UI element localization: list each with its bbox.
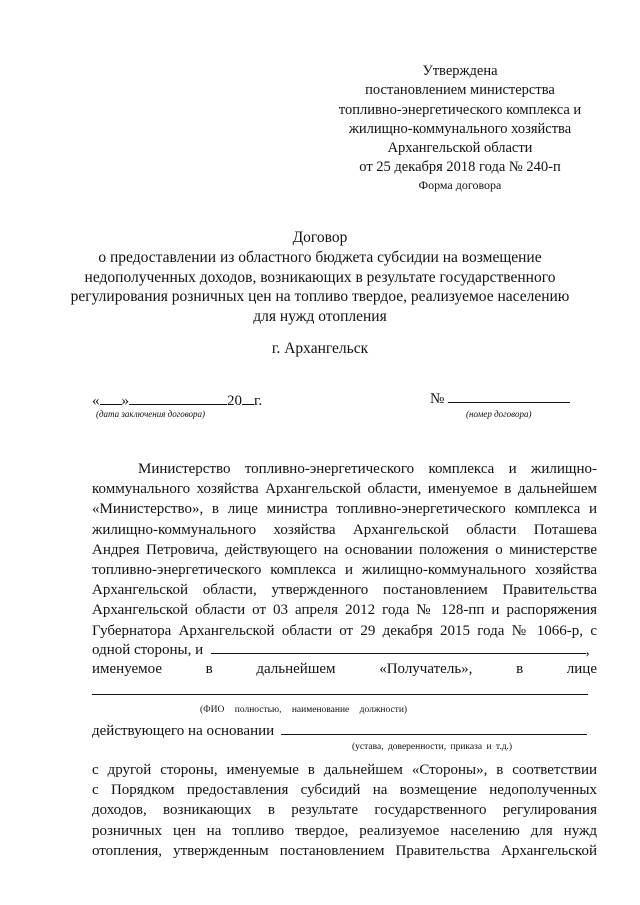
paragraph-line: доходов, возникающих в результате государственного регулирования [92, 802, 597, 819]
paragraph-line: Губернатора Архангельской области от 29 декабря 2015 года № 1066-р, с [92, 622, 597, 639]
party-suffix: , [585, 642, 590, 658]
party-line [92, 641, 597, 659]
basis-blank[interactable] [281, 722, 587, 735]
day-blank[interactable] [100, 392, 122, 405]
approval-block [318, 62, 602, 178]
month-blank[interactable] [129, 392, 227, 405]
date-year-suffix: г. [254, 393, 263, 409]
basis-hint: (устава, доверенности, приказа и т.д.) [352, 742, 513, 752]
approval-line: топливно-энергетического комплекса и [338, 101, 582, 118]
paragraph-line: «Министерство», в лице министра топливно-энергетического комплекса и [92, 501, 597, 518]
approval-line: постановлением министерства [365, 82, 555, 99]
title-line: для нужд отопления [253, 308, 387, 326]
approval-line: жилищно-коммунального хозяйства [348, 120, 572, 137]
approval-line: Утверждена [422, 63, 498, 79]
paragraph-terms [92, 760, 597, 861]
representative-blank[interactable] [92, 694, 588, 695]
fio-hint: (ФИО полностью, наименование должности) [200, 705, 408, 715]
contract-date-field[interactable] [92, 392, 262, 410]
document-title [60, 228, 580, 327]
paragraph-line: отопления, утвержденным постановлением Правительства Архангельской [92, 842, 597, 859]
date-open-quote: « [92, 393, 100, 409]
approval-line: Архангельской области [387, 140, 533, 157]
basis-prefix: действующего на основании [92, 723, 275, 739]
basis-line [92, 722, 597, 740]
paragraph-line: Министерство топливно-энергетического комплекса и жилищно- [138, 461, 597, 477]
party-prefix: одной стороны, и [92, 642, 204, 658]
number-sign: № [430, 391, 445, 407]
paragraph-line: Архангельской области от 03 апреля 2012 года № 128-пп и распоряжения [92, 602, 597, 619]
paragraph-line: розничных цен на топливо твердое, реализуемое населению для нужд [92, 822, 597, 839]
form-label: Форма договора [418, 178, 502, 192]
contract-number-field[interactable] [430, 390, 570, 408]
title-line: регулирования розничных цен на топливо твердое, реализуемое населению [70, 288, 570, 306]
recipient-line [92, 661, 597, 678]
recipient-word: дальнейшем [256, 661, 336, 677]
number-blank[interactable] [448, 390, 570, 403]
title-line: недополученных доходов, возникающих в результате государственного [84, 268, 556, 286]
recipient-word: лице [566, 661, 597, 677]
number-hint: (номер договора) [466, 409, 532, 419]
date-hint: (дата заключения договора) [96, 409, 205, 419]
title-line: о предоставлении из областного бюджета субсидии на возмещение [98, 248, 542, 266]
paragraph-line: коммунального хозяйства Архангельской области, именуемое в дальнейшем [92, 481, 597, 498]
recipient-name-blank[interactable] [211, 641, 586, 654]
recipient-word: в [516, 661, 524, 677]
paragraph-line: с другой стороны, именуемые в дальнейшем «Стороны», в соответствии [92, 762, 597, 778]
city: г. Архангельск [271, 340, 369, 357]
paragraph-line: Андрея Петровича, действующего на основании положения о министерстве [92, 541, 597, 558]
title-line: Договор [292, 229, 348, 246]
year-blank[interactable] [242, 392, 254, 405]
approval-line: от 25 декабря 2018 года № 240-п [359, 159, 561, 176]
paragraph-line: Архангельской области, утвержденного постановлением Правительства [92, 582, 597, 599]
date-year-prefix: 20 [227, 393, 242, 409]
recipient-word: именуемое [92, 661, 162, 677]
recipient-word: «Получатель», [379, 661, 473, 677]
paragraph-line: жилищно-коммунального хозяйства Архангельской области Поташева [92, 521, 597, 538]
recipient-word: в [205, 661, 213, 677]
paragraph-line: с Порядком предоставления субсидий на возмещение недополученных [92, 782, 597, 799]
date-close-quote: » [121, 393, 129, 409]
paragraph-line: топливно-энергетического комплекса и жилищно-коммунального хозяйства [92, 562, 597, 579]
paragraph-intro [92, 459, 597, 641]
